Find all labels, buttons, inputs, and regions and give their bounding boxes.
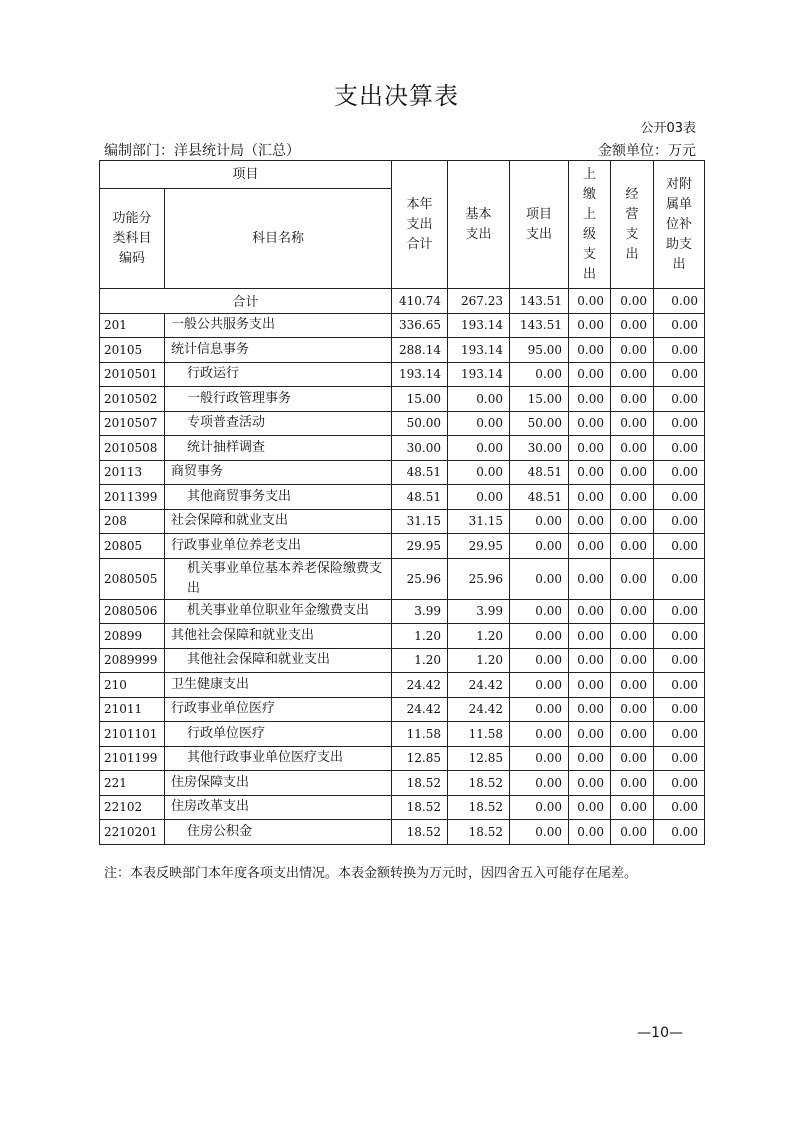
amount-cell: 0.00 [611, 436, 654, 461]
amount-cell: 1.20 [448, 648, 510, 673]
amount-cell: 0.00 [654, 599, 705, 624]
subject-name: 其他社会保障和就业支出 [165, 624, 392, 649]
table-row [100, 771, 705, 796]
subject-code: 2080505 [100, 558, 165, 599]
amount-cell: 24.42 [448, 697, 510, 722]
amount-cell: 0.00 [654, 820, 705, 845]
subject-name: 其他商贸事务支出 [165, 485, 392, 510]
amount-cell: 0.00 [569, 673, 611, 698]
amount-cell: 18.52 [448, 771, 510, 796]
amount-cell: 0.00 [510, 746, 569, 771]
amount-cell: 29.95 [448, 534, 510, 559]
subject-code: 2010502 [100, 387, 165, 412]
footnote: 注：本表反映部门本年度各项支出情况。本表金额转换为万元时，因四舍五入可能存在尾差。 [104, 866, 638, 881]
amount-cell: 0.00 [611, 697, 654, 722]
subject-name: 其他行政事业单位医疗支出 [165, 746, 392, 771]
amount-cell: 0.00 [654, 411, 705, 436]
subject-name: 社会保障和就业支出 [165, 509, 392, 534]
amount-cell: 0.00 [569, 534, 611, 559]
subject-name: 统计信息事务 [165, 338, 392, 363]
subject-name: 住房公积金 [165, 820, 392, 845]
header-basic: 基本支出 [448, 161, 510, 289]
amount-cell: 15.00 [510, 387, 569, 412]
amount-cell: 18.52 [392, 795, 448, 820]
amount-cell: 30.00 [392, 436, 448, 461]
amount-cell: 18.52 [448, 795, 510, 820]
amount-cell: 0.00 [654, 534, 705, 559]
header-subsidy: 对附属单位补助支出 [654, 161, 705, 289]
subject-name: 住房保障支出 [165, 771, 392, 796]
subject-code: 208 [100, 509, 165, 534]
amount-cell: 1.20 [392, 624, 448, 649]
header-total: 本年支出合计 [392, 161, 448, 289]
amount-cell: 0.00 [510, 722, 569, 747]
amount-cell: 3.99 [392, 599, 448, 624]
amount-cell: 0.00 [448, 485, 510, 510]
amount-cell: 0.00 [510, 673, 569, 698]
table-row [100, 599, 705, 624]
header-item: 项目 [100, 161, 392, 189]
amount-cell: 0.00 [569, 746, 611, 771]
subject-code: 21011 [100, 697, 165, 722]
subject-name: 行政事业单位医疗 [165, 697, 392, 722]
amount-cell: 15.00 [392, 387, 448, 412]
header-name: 科目名称 [165, 189, 392, 289]
table-row [100, 313, 705, 338]
amount-cell: 0.00 [654, 387, 705, 412]
amount-cell: 95.00 [510, 338, 569, 363]
amount-cell: 0.00 [654, 722, 705, 747]
amount-cell: 48.51 [392, 460, 448, 485]
amount-cell: 0.00 [611, 795, 654, 820]
amount-cell: 0.00 [510, 624, 569, 649]
department-label: 编制部门：洋县统计局（汇总） [104, 143, 300, 159]
expenditure-table [99, 160, 705, 845]
subject-code: 210 [100, 673, 165, 698]
subject-name: 机关事业单位基本养老保险缴费支出 [165, 558, 392, 599]
subject-name: 机关事业单位职业年金缴费支出 [165, 599, 392, 624]
subject-name: 专项普查活动 [165, 411, 392, 436]
amount-cell: 0.00 [510, 697, 569, 722]
amount-cell: 0.00 [569, 795, 611, 820]
amount-cell: 0.00 [510, 599, 569, 624]
amount-cell: 193.14 [392, 362, 448, 387]
amount-cell: 18.52 [392, 820, 448, 845]
amount-cell: 0.00 [510, 820, 569, 845]
amount-cell: 0.00 [569, 338, 611, 363]
amount-cell: 193.14 [448, 362, 510, 387]
table-row [100, 746, 705, 771]
subject-code: 20805 [100, 534, 165, 559]
total-value: 410.74 [392, 289, 448, 314]
amount-cell: 25.96 [392, 558, 448, 599]
table-row [100, 338, 705, 363]
amount-cell: 24.42 [392, 673, 448, 698]
amount-cell: 0.00 [569, 387, 611, 412]
subject-code: 2080506 [100, 599, 165, 624]
amount-cell: 0.00 [654, 436, 705, 461]
amount-cell: 50.00 [510, 411, 569, 436]
total-value: 0.00 [611, 289, 654, 314]
amount-cell: 336.65 [392, 313, 448, 338]
amount-cell: 31.15 [392, 509, 448, 534]
subject-code: 2010501 [100, 362, 165, 387]
subject-code: 2010508 [100, 436, 165, 461]
subject-code: 221 [100, 771, 165, 796]
table-row [100, 648, 705, 673]
amount-cell: 0.00 [611, 624, 654, 649]
header-upper: 上缴上级支出 [569, 161, 611, 289]
total-row [100, 289, 705, 314]
amount-cell: 0.00 [611, 534, 654, 559]
total-value: 143.51 [510, 289, 569, 314]
subject-code: 2089999 [100, 648, 165, 673]
amount-cell: 0.00 [611, 820, 654, 845]
header-project: 项目支出 [510, 161, 569, 289]
page-number: —10— [637, 1025, 683, 1041]
table-row [100, 624, 705, 649]
amount-cell: 12.85 [392, 746, 448, 771]
amount-cell: 0.00 [654, 648, 705, 673]
amount-cell: 0.00 [654, 697, 705, 722]
subject-name: 一般行政管理事务 [165, 387, 392, 412]
page-title: 支出决算表 [334, 82, 459, 110]
amount-cell: 0.00 [611, 460, 654, 485]
amount-cell: 0.00 [611, 387, 654, 412]
subject-code: 20899 [100, 624, 165, 649]
amount-cell: 0.00 [654, 795, 705, 820]
subject-code: 2101101 [100, 722, 165, 747]
table-row [100, 673, 705, 698]
amount-cell: 0.00 [569, 436, 611, 461]
table-row [100, 820, 705, 845]
amount-cell: 0.00 [654, 485, 705, 510]
amount-cell: 0.00 [510, 771, 569, 796]
subject-name: 商贸事务 [165, 460, 392, 485]
table-row [100, 460, 705, 485]
subject-code: 2101199 [100, 746, 165, 771]
amount-cell: 18.52 [392, 771, 448, 796]
amount-cell: 0.00 [569, 820, 611, 845]
table-row [100, 387, 705, 412]
amount-cell: 0.00 [611, 411, 654, 436]
subject-code: 2010507 [100, 411, 165, 436]
total-value: 0.00 [569, 289, 611, 314]
total-label: 合计 [100, 289, 392, 314]
table-row [100, 509, 705, 534]
table-row [100, 558, 705, 599]
amount-cell: 0.00 [654, 313, 705, 338]
subject-name: 行政事业单位养老支出 [165, 534, 392, 559]
amount-cell: 0.00 [654, 746, 705, 771]
subject-name: 统计抽样调查 [165, 436, 392, 461]
subject-code: 20105 [100, 338, 165, 363]
table-row [100, 697, 705, 722]
amount-cell: 48.51 [392, 485, 448, 510]
amount-cell: 288.14 [392, 338, 448, 363]
subject-code: 20113 [100, 460, 165, 485]
total-value: 267.23 [448, 289, 510, 314]
amount-cell: 1.20 [392, 648, 448, 673]
subject-name: 其他社会保障和就业支出 [165, 648, 392, 673]
subject-name: 行政运行 [165, 362, 392, 387]
table-row [100, 534, 705, 559]
subject-name: 住房改革支出 [165, 795, 392, 820]
amount-cell: 0.00 [448, 436, 510, 461]
amount-cell: 0.00 [611, 362, 654, 387]
amount-cell: 0.00 [611, 485, 654, 510]
amount-cell: 0.00 [654, 558, 705, 599]
amount-cell: 0.00 [611, 746, 654, 771]
amount-cell: 0.00 [654, 460, 705, 485]
amount-cell: 0.00 [510, 509, 569, 534]
amount-cell: 0.00 [569, 558, 611, 599]
amount-cell: 0.00 [569, 411, 611, 436]
table-row [100, 411, 705, 436]
subject-code: 2011399 [100, 485, 165, 510]
amount-cell: 48.51 [510, 485, 569, 510]
amount-cell: 0.00 [448, 460, 510, 485]
amount-cell: 1.20 [448, 624, 510, 649]
amount-cell: 0.00 [611, 313, 654, 338]
amount-cell: 0.00 [654, 509, 705, 534]
amount-cell: 0.00 [611, 509, 654, 534]
amount-cell: 31.15 [448, 509, 510, 534]
amount-cell: 0.00 [654, 673, 705, 698]
subject-code: 201 [100, 313, 165, 338]
amount-cell: 0.00 [569, 648, 611, 673]
amount-cell: 0.00 [654, 771, 705, 796]
amount-cell: 11.58 [392, 722, 448, 747]
amount-cell: 50.00 [392, 411, 448, 436]
subject-code: 2210201 [100, 820, 165, 845]
amount-cell: 18.52 [448, 820, 510, 845]
unit-label: 金额单位：万元 [598, 143, 696, 159]
amount-cell: 0.00 [569, 697, 611, 722]
amount-cell: 0.00 [611, 673, 654, 698]
amount-cell: 0.00 [611, 722, 654, 747]
total-value: 0.00 [654, 289, 705, 314]
amount-cell: 30.00 [510, 436, 569, 461]
amount-cell: 0.00 [569, 460, 611, 485]
table-row [100, 722, 705, 747]
amount-cell: 0.00 [510, 534, 569, 559]
amount-cell: 0.00 [611, 648, 654, 673]
amount-cell: 24.42 [448, 673, 510, 698]
amount-cell: 11.58 [448, 722, 510, 747]
amount-cell: 0.00 [569, 771, 611, 796]
amount-cell: 193.14 [448, 338, 510, 363]
amount-cell: 29.95 [392, 534, 448, 559]
amount-cell: 0.00 [611, 558, 654, 599]
amount-cell: 3.99 [448, 599, 510, 624]
amount-cell: 0.00 [569, 362, 611, 387]
amount-cell: 48.51 [510, 460, 569, 485]
amount-cell: 12.85 [448, 746, 510, 771]
amount-cell: 0.00 [448, 411, 510, 436]
subject-name: 行政单位医疗 [165, 722, 392, 747]
amount-cell: 0.00 [569, 722, 611, 747]
amount-cell: 0.00 [510, 648, 569, 673]
amount-cell: 0.00 [569, 485, 611, 510]
amount-cell: 0.00 [569, 509, 611, 534]
amount-cell: 0.00 [569, 313, 611, 338]
table-row [100, 436, 705, 461]
amount-cell: 0.00 [569, 624, 611, 649]
table-row [100, 362, 705, 387]
amount-cell: 0.00 [654, 362, 705, 387]
subject-code: 22102 [100, 795, 165, 820]
amount-cell: 0.00 [654, 624, 705, 649]
amount-cell: 0.00 [611, 771, 654, 796]
amount-cell: 0.00 [611, 599, 654, 624]
header-code: 功能分类科目编码 [100, 189, 165, 289]
table-row [100, 485, 705, 510]
amount-cell: 24.42 [392, 697, 448, 722]
amount-cell: 0.00 [510, 795, 569, 820]
table-row [100, 795, 705, 820]
amount-cell: 0.00 [654, 338, 705, 363]
subject-name: 一般公共服务支出 [165, 313, 392, 338]
amount-cell: 25.96 [448, 558, 510, 599]
amount-cell: 0.00 [510, 558, 569, 599]
amount-cell: 0.00 [510, 362, 569, 387]
amount-cell: 193.14 [448, 313, 510, 338]
table-number: 公开03表 [640, 121, 696, 136]
subject-name: 卫生健康支出 [165, 673, 392, 698]
amount-cell: 0.00 [569, 599, 611, 624]
amount-cell: 0.00 [611, 338, 654, 363]
amount-cell: 0.00 [448, 387, 510, 412]
header-business: 经营支出 [611, 161, 654, 289]
amount-cell: 143.51 [510, 313, 569, 338]
